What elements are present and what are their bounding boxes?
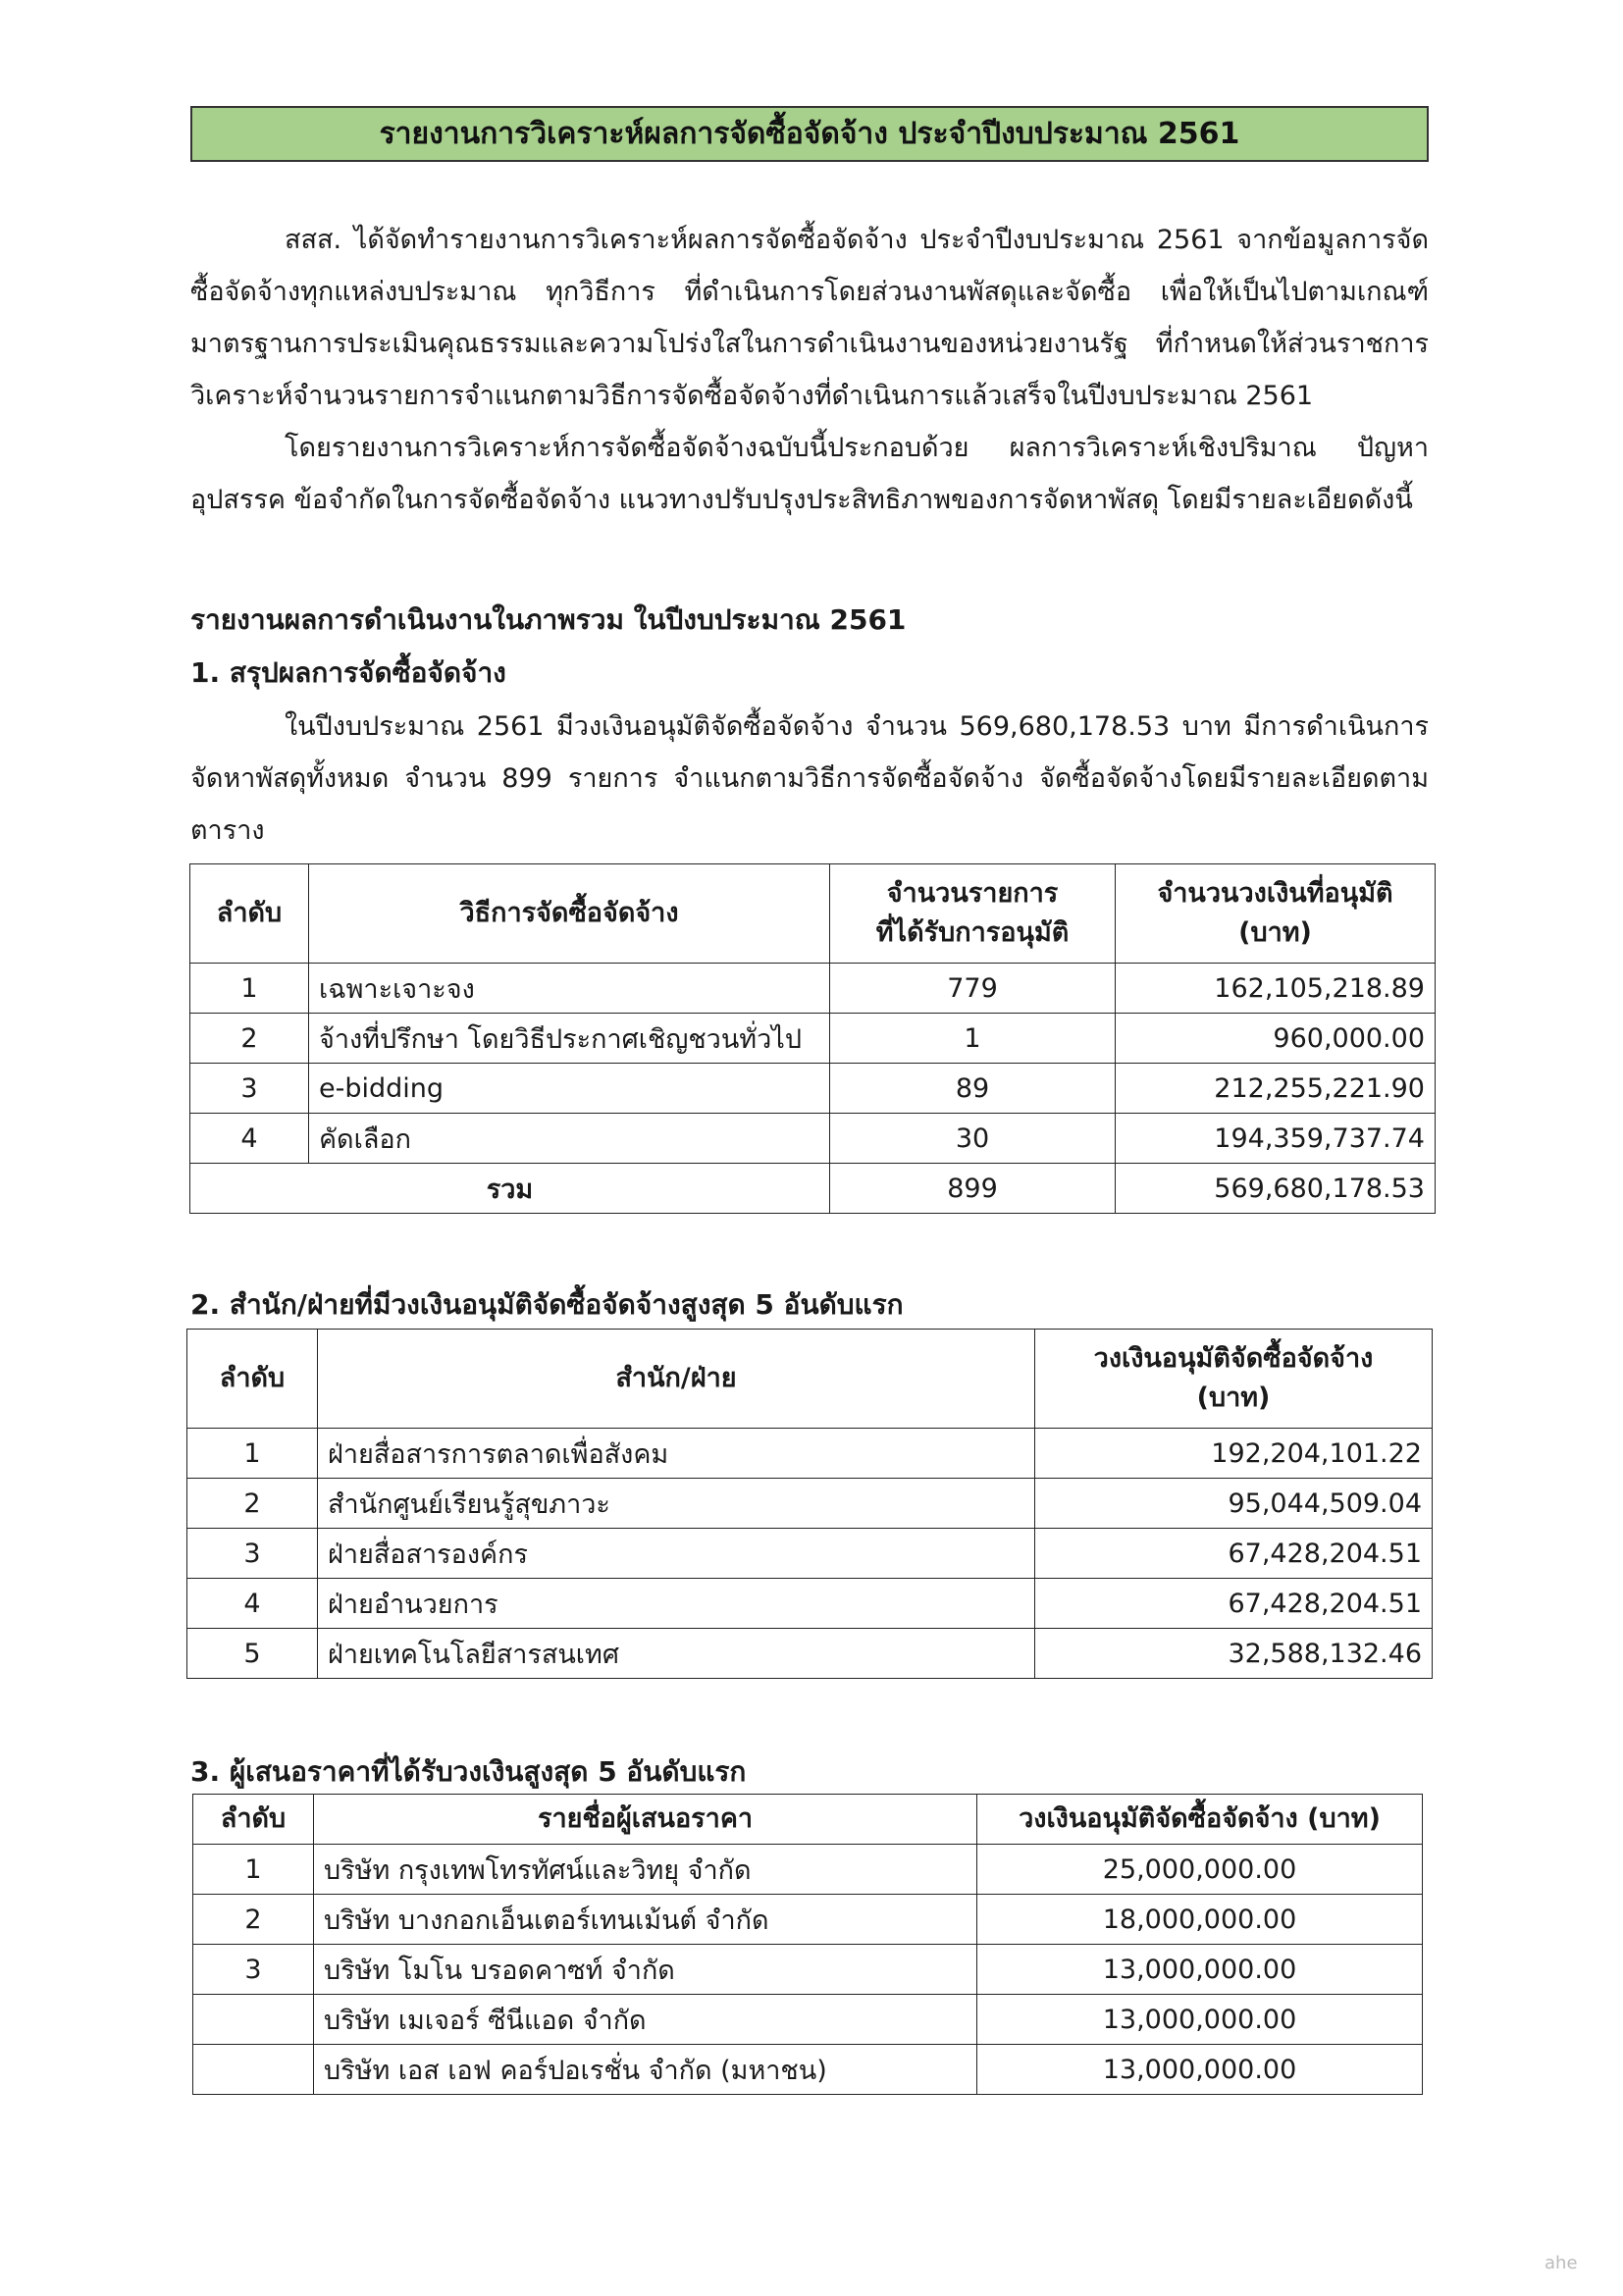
section3-heading: 3. ผู้เสนอราคาที่ได้รับวงเงินสูงสุด 5 อันดับแรก [190,1755,747,1788]
header-count-line1: จำนวนรายการ [886,878,1059,909]
header-unit: สำนัก/ฝ่าย [318,1330,1035,1429]
row-no: 4 [190,1114,309,1164]
row-amount: 212,255,221.90 [1116,1064,1436,1114]
total-label: รวม [190,1164,830,1214]
top-units-table [186,1329,1433,1679]
total-amount: 569,680,178.53 [1116,1164,1436,1214]
table-row [190,1064,1436,1114]
header-amount-line2: (บาท) [1238,917,1312,948]
margin-handwriting: ahe [1544,2253,1578,2273]
row-amount: 162,105,218.89 [1116,964,1436,1014]
table-row [187,1579,1433,1629]
header-bidder: รายชื่อผู้เสนอราคา [314,1795,977,1845]
row-count: 779 [830,964,1116,1014]
row-no: 2 [187,1479,318,1529]
row-no: 3 [193,1945,314,1995]
row-bidder: บริษัท เมเจอร์ ซีนีแอด จำกัด [314,1995,977,2045]
intro-paragraph-1: สสส. ได้จัดทำรายงานการวิเคราะห์ผลการจัดซื้อจัดจ้าง ประจำปีงบประมาณ 2561 จากข้อมูลการจัดซื้อจัดจ้างทุกแหล่งบประมาณ ทุกวิธีการ ที่ดำเนินการโดยส่วนงานพัสดุและจัดซื้อ เพื่อให้เป็นไปตามเกณฑ์มาตรฐานการประเมินคุณธรรมและความโปร่งใสในการดำเนินงานของหน่วยงานรัฐ ที่กำหนดให้ส่วนราชการวิเคราะห์จำนวนรายการจำแนกตามวิธีการจัดซื้อจัดจ้างที่ดำเนินการแล้วเสร็จในปีงบประมาณ 2561 [190,225,1429,411]
row-no: 2 [190,1014,309,1064]
row-method: จ้างที่ปรึกษา โดยวิธีประกาศเชิญชวนทั่วไป [309,1014,830,1064]
row-unit: ฝ่ายเทคโนโลยีสารสนเทศ [318,1629,1035,1679]
row-bidder: บริษัท บางกอกเอ็นเตอร์เทนเม้นต์ จำกัด [314,1895,977,1945]
section1-heading: 1. สรุปผลการจัดซื้อจัดจ้าง [190,656,506,689]
table-row [187,1629,1433,1679]
table-row [193,1845,1423,1895]
table-header-row [193,1795,1423,1845]
header-no: ลำดับ [187,1330,318,1429]
table-row [190,1114,1436,1164]
table-row [190,964,1436,1014]
row-count: 30 [830,1114,1116,1164]
header-no: ลำดับ [190,864,309,964]
row-no: 3 [190,1064,309,1114]
total-count: 899 [830,1164,1116,1214]
table-row [187,1479,1433,1529]
intro-paragraph-2: โดยรายงานการวิเคราะห์การจัดซื้อจัดจ้างฉบับนี้ประกอบด้วย ผลการวิเคราะห์เชิงปริมาณ ปัญหาอุปสรรค ข้อจำกัดในการจัดซื้อจัดจ้าง แนวทางปรับปรุงประสิทธิภาพของการจัดหาพัสดุ โดยมีรายละเอียดดังนี้ [190,433,1429,515]
row-amount: 13,000,000.00 [977,1945,1423,1995]
row-unit: ฝ่ายอำนวยการ [318,1579,1035,1629]
table-row [190,1014,1436,1064]
section2-heading: 2. สำนัก/ฝ่ายที่มีวงเงินอนุมัติจัดซื้อจัดจ้างสูงสุด 5 อันดับแรก [190,1288,904,1321]
row-amount: 18,000,000.00 [977,1895,1423,1945]
table-row [187,1529,1433,1579]
row-amount: 95,044,509.04 [1035,1479,1433,1529]
row-amount: 192,204,101.22 [1035,1429,1433,1479]
row-amount: 13,000,000.00 [977,1995,1423,2045]
header-amount-line2: (บาท) [1196,1383,1271,1413]
row-unit: ฝ่ายสื่อสารการตลาดเพื่อสังคม [318,1429,1035,1479]
table-header-row [187,1330,1433,1429]
row-no [193,1995,314,2045]
row-amount: 194,359,737.74 [1116,1114,1436,1164]
row-no: 1 [193,1845,314,1895]
row-bidder: บริษัท เอส เอฟ คอร์ปอเรชั่น จำกัด (มหาชน) [314,2045,977,2095]
top-bidders-table [192,1794,1423,2095]
row-amount: 32,588,132.46 [1035,1629,1433,1679]
header-amount-line1: วงเงินอนุมัติจัดซื้อจัดจ้าง [1093,1343,1374,1374]
row-amount: 67,428,204.51 [1035,1529,1433,1579]
table-row [193,2045,1423,2095]
table-row [193,1945,1423,1995]
row-amount: 13,000,000.00 [977,2045,1423,2095]
row-no: 3 [187,1529,318,1579]
header-no: ลำดับ [193,1795,314,1845]
header-method: วิธีการจัดซื้อจัดจ้าง [309,864,830,964]
row-amount: 960,000.00 [1116,1014,1436,1064]
row-no: 2 [193,1895,314,1945]
row-bidder: บริษัท กรุงเทพโทรทัศน์และวิทยุ จำกัด [314,1845,977,1895]
row-no: 1 [190,964,309,1014]
row-count: 89 [830,1064,1116,1114]
row-count: 1 [830,1014,1116,1064]
table-row [193,1995,1423,2045]
header-count-line2: ที่ได้รับการอนุมัติ [875,917,1070,948]
header-amount: วงเงินอนุมัติจัดซื้อจัดจ้าง (บาท) [977,1795,1423,1845]
report-title: รายงานการวิเคราะห์ผลการจัดซื้อจัดจ้าง ประจำปีงบประมาณ 2561 [190,106,1429,162]
section1-text: ในปีงบประมาณ 2561 มีวงเงินอนุมัติจัดซื้อจัดจ้าง จำนวน 569,680,178.53 บาท มีการดำเนินการจัดหาพัสดุทั้งหมด จำนวน 899 รายการ จำแนกตามวิธีการจัดซื้อจัดจ้าง จัดซื้อจัดจ้างโดยมีรายละเอียดตามตาราง [190,711,1429,846]
row-bidder: บริษัท โมโน บรอดคาซท์ จำกัด [314,1945,977,1995]
row-method: คัดเลือก [309,1114,830,1164]
header-amount-line1: จำนวนวงเงินที่อนุมัติ [1157,878,1393,909]
header-count [830,864,1116,964]
header-amount [1116,864,1436,964]
row-method: เฉพาะเจาะจง [309,964,830,1014]
row-no: 4 [187,1579,318,1629]
total-row [190,1164,1436,1214]
row-no: 5 [187,1629,318,1679]
table-row [193,1895,1423,1945]
overview-heading: รายงานผลการดำเนินงานในภาพรวม ในปีงบประมาณ 2561 [190,603,907,636]
table-row [187,1429,1433,1479]
procurement-method-table [189,863,1436,1214]
row-no: 1 [187,1429,318,1479]
header-amount [1035,1330,1433,1429]
row-unit: ฝ่ายสื่อสารองค์กร [318,1529,1035,1579]
intro-text [190,214,1429,526]
table-header-row [190,864,1436,964]
section1-text-block [190,701,1429,857]
row-method: e-bidding [309,1064,830,1114]
row-unit: สำนักศูนย์เรียนรู้สุขภาวะ [318,1479,1035,1529]
row-amount: 25,000,000.00 [977,1845,1423,1895]
row-no [193,2045,314,2095]
row-amount: 67,428,204.51 [1035,1579,1433,1629]
